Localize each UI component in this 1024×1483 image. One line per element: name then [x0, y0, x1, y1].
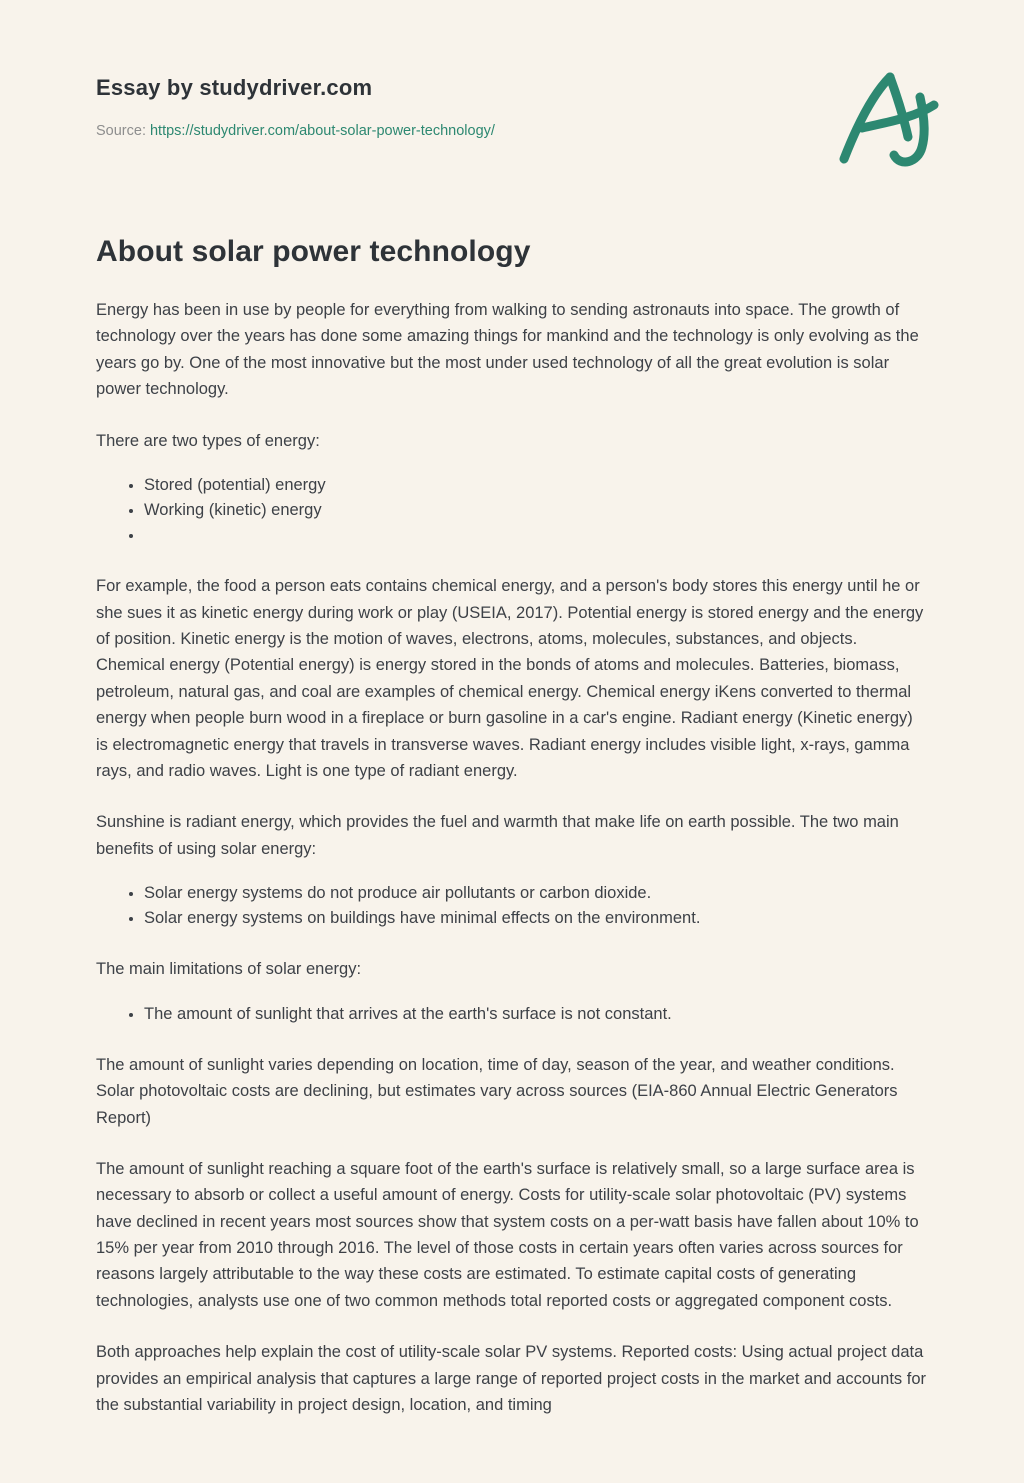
paragraph: The amount of sunlight varies depending on location, time of day, season of the year, and weather conditions. Solar photovoltaic costs are declining, but estimates vary across sources (EIA-860 Annual Electric Generators Report)	[96, 1055, 898, 1127]
paragraph: The main limitations of solar energy:	[96, 960, 362, 979]
page-header	[96, 75, 928, 139]
paragraph: The amount of sunlight reaching a square foot of the earth's surface is relatively small, so a large surface area is necessary to absorb or collect a useful amount of energy. Costs for utility-scale solar photovoltaic (PV) systems have declined in recent years most sources show that system costs on a per-watt basis have fallen about 10% to 15% per year from 2010 through 2016. The level of those costs in certain years often varies across sources for reasons largely attributable to the way these costs are estimated. To estimate capital costs of generating technologies, analysts use one of two common methods total reported costs or aggregated component costs.	[96, 1159, 919, 1310]
bullet-item: • Stored (potential) energy	[144, 473, 928, 498]
source-link[interactable]: https://studydriver.com/about-solar-power-technology/	[149, 123, 495, 139]
bullet-item	[144, 523, 928, 548]
paragraph: There are two types of energy:	[96, 431, 320, 450]
bullet-item: • Solar energy systems do not produce air pollutants or carbon dioxide.	[144, 881, 928, 906]
bullet-list	[96, 1002, 928, 1027]
paragraph: For example, the food a person eats contains chemical energy, and a person's body stores this energy until he or she sues it as kinetic energy during work or play (USEIA, 2017). Potential energy is stored energy and the energy of position. Kinetic energy is the motion of waves, electrons, atoms, molecules, substances, and objects. Chemical energy (Potential energy) is energy stored in the bonds of atoms and molecules. Batteries, biomass, petroleum, natural gas, and coal are examples of chemical energy. Chemical energy iKens converted to thermal energy when people burn wood in a fireplace or burn gasoline in a car's engine. Radiant energy (Kinetic energy) is electromagnetic energy that travels in transverse waves. Radiant energy includes visible light, x-rays, gamma rays, and radio waves. Light is one type of radiant energy.	[96, 577, 924, 780]
paragraph: Sunshine is radiant energy, which provides the fuel and warmth that make life on earth possible. The two main benefits of using solar energy:	[96, 813, 899, 858]
bullet-list	[96, 473, 928, 548]
bullet-item: • Solar energy systems on buildings have minimal effects on the environment.	[144, 906, 928, 931]
paragraph: Both approaches help explain the cost of utility-scale solar PV systems. Reported costs: Using actual project data provides an empirical analysis that captures a large range of reported project costs in the market and accounts for the substantial variability in project design, location, and timing	[96, 1343, 927, 1415]
bullet-item: • The amount of sunlight that arrives at the earth's surface is not constant.	[144, 1002, 928, 1027]
source-label: Source:	[96, 123, 146, 139]
paragraph: Energy has been in use by people for everything from walking to sending astronauts into space. The growth of technology over the years has done some amazing things for mankind and the technology is only evolving as the years go by. One of the most innovative but the most under used technology of all the great evolution is solar power technology.	[96, 301, 919, 399]
studydriver-logo	[838, 71, 942, 171]
page-title: About solar power technology	[96, 235, 531, 268]
bullet-list	[96, 881, 928, 931]
article-content	[96, 297, 928, 1418]
source-line	[96, 123, 928, 139]
bullet-item: • Working (kinetic) energy	[144, 498, 928, 523]
studydriver-monogram-icon	[838, 158, 942, 175]
byline: Essay by studydriver.com	[96, 75, 373, 100]
